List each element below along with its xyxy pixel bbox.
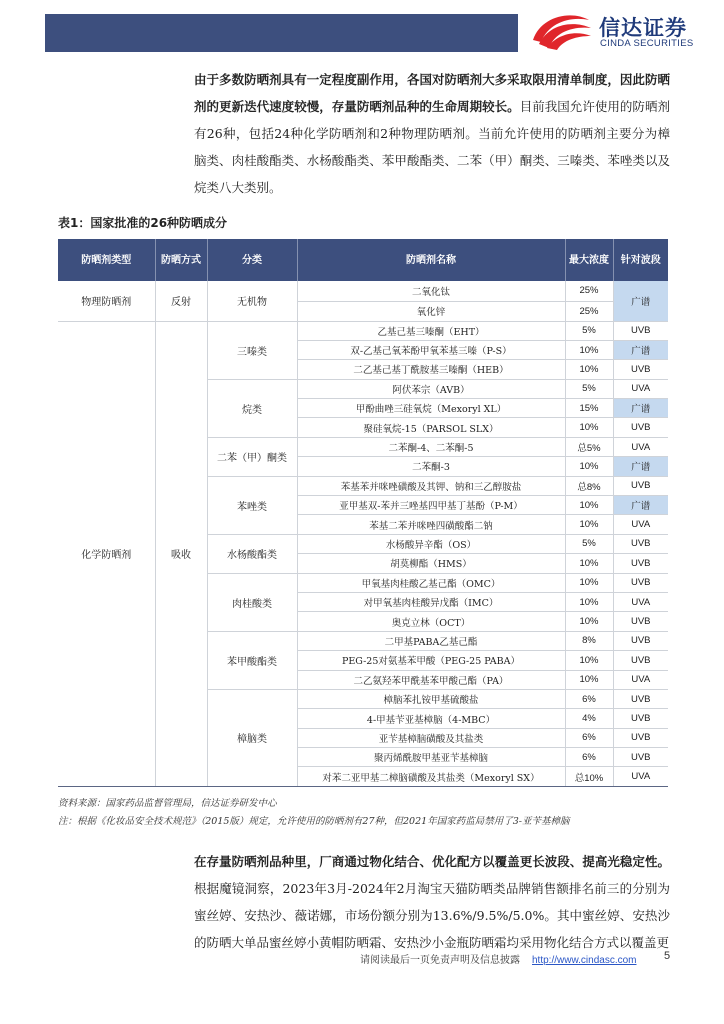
footer-disclaimer-text: 请阅读最后一页免责声明及信息披露 (360, 955, 520, 966)
band-cell: UVB (613, 360, 668, 379)
ingredient-name: 乙基己基三嗪酮（EHT） (297, 321, 565, 340)
max-concentration: 6% (565, 748, 613, 767)
max-concentration: 10% (565, 418, 613, 437)
ingredient-name: 奥克立林（OCT） (297, 612, 565, 631)
header-type: 防晒剂类型 (58, 239, 155, 281)
max-concentration: 5% (565, 379, 613, 398)
ingredient-name: 亚甲基双-苯并三唑基四甲基丁基酚（P-M） (297, 496, 565, 515)
market-paragraph (194, 848, 670, 956)
header-method: 防晒方式 (155, 239, 207, 281)
max-concentration: 10% (565, 515, 613, 534)
band-cell: UVB (613, 748, 668, 767)
ingredient-name: 聚丙烯酰胺甲基亚苄基樟脑 (297, 748, 565, 767)
footer-website-link[interactable]: http://www.cindasc.com (532, 955, 637, 966)
header-category: 分类 (207, 239, 297, 281)
category-cell: 苯甲酸酯类 (207, 631, 297, 689)
intro-text: 目前我国允许使用的防晒剂有26种，包括24种化学防晒剂和2种物理防晒剂。当前允许使用的防晒剂主要分为樟脑类、肉桂酸酯类、水杨酸酯类、苯甲酸酯类、二苯（甲）酮类、三嗪类、苯唑类以及烷类八大类别。 (194, 99, 670, 195)
ingredient-name: 双-乙基己氧苯酚甲氧苯基三嗪（P-S） (297, 340, 565, 359)
category-cell: 水杨酸酯类 (207, 534, 297, 573)
max-concentration: 15% (565, 399, 613, 418)
band-cell: UVB (613, 476, 668, 495)
category-cell: 无机物 (207, 281, 297, 321)
cinda-logo (527, 10, 712, 50)
market-text: 根据魔镜洞察，2023年3月-2024年2月淘宝天猫防晒类品牌销售额排名前三的分别为蜜丝婷、安热沙、薇诺娜，市场份额分别为13.6%/9.5%/5.0%。其中蜜丝婷、安热沙的防晒大单品蜜丝婷小黄帽防晒霜、安热沙小金瓶防晒霜均采用物化结合方式以覆盖更 (194, 881, 670, 950)
intro-paragraph (194, 66, 670, 201)
band-cell: UVB (613, 321, 668, 340)
band-cell: UVA (613, 379, 668, 398)
header-name: 防晒剂名称 (297, 239, 565, 281)
band-cell: UVA (613, 767, 668, 786)
max-concentration: 5% (565, 321, 613, 340)
max-concentration: 25% (565, 301, 613, 321)
ingredient-name: 二氧化钛 (297, 281, 565, 301)
source-note: 资料来源：国家药品监督管理局，信达证券研发中心 (58, 798, 277, 809)
band-cell: 广谱 (613, 281, 668, 321)
max-concentration: 8% (565, 631, 613, 650)
band-cell: UVB (613, 554, 668, 573)
category-cell: 肉桂酸类 (207, 573, 297, 631)
max-concentration: 10% (565, 651, 613, 670)
ingredient-name: 阿伏苯宗（AVB） (297, 379, 565, 398)
ingredient-name: 氧化锌 (297, 301, 565, 321)
type-cell: 化学防晒剂 (58, 321, 155, 786)
band-cell: UVA (613, 592, 668, 611)
ingredient-name: 苯基苯并咪唑磺酸及其钾、钠和三乙醇胺盐 (297, 476, 565, 495)
cinda-logo-mark-icon (527, 10, 593, 50)
table-caption: 表1：国家批准的26种防晒成分 (58, 216, 228, 230)
ingredient-name: 亚苄基樟脑磺酸及其盐类 (297, 728, 565, 747)
band-cell: 广谱 (613, 399, 668, 418)
band-cell: UVB (613, 534, 668, 553)
table-header-row (58, 239, 668, 281)
max-concentration: 总10% (565, 767, 613, 786)
table-row (58, 321, 668, 340)
max-concentration: 10% (565, 612, 613, 631)
category-cell: 苯唑类 (207, 476, 297, 534)
max-concentration: 6% (565, 689, 613, 708)
max-concentration: 10% (565, 340, 613, 359)
band-cell: UVB (613, 689, 668, 708)
max-concentration: 25% (565, 281, 613, 301)
band-cell: UVA (613, 670, 668, 689)
band-cell: UVB (613, 418, 668, 437)
category-cell: 烷类 (207, 379, 297, 437)
max-concentration: 10% (565, 360, 613, 379)
type-cell: 物理防晒剂 (58, 281, 155, 321)
band-cell: UVB (613, 709, 668, 728)
logo-name-en: CINDA SECURITIES (600, 38, 694, 49)
band-cell: UVB (613, 651, 668, 670)
ingredient-name: 胡莫柳酯（HMS） (297, 554, 565, 573)
logo-name-cn: 信达证券 (599, 16, 687, 40)
sunscreen-table (58, 239, 668, 787)
ingredient-name: 二乙基己基丁酰胺基三嗪酮（HEB） (297, 360, 565, 379)
ingredient-name: 二苯酮-3 (297, 457, 565, 476)
max-concentration: 10% (565, 554, 613, 573)
ingredient-name: 4-甲基苄亚基樟脑（4-MBC） (297, 709, 565, 728)
page-number: 5 (664, 950, 671, 962)
max-concentration: 10% (565, 573, 613, 592)
ingredient-name: 对苯二亚甲基二樟脑磺酸及其盐类（Mexoryl SX） (297, 767, 565, 786)
header-band: 针对波段 (613, 239, 668, 281)
ingredient-name: 甲酚曲唑三硅氧烷（Mexoryl XL） (297, 399, 565, 418)
band-cell: UVA (613, 515, 668, 534)
band-cell: 广谱 (613, 340, 668, 359)
intro-bold-text: 由于多数防晒剂具有一定程度副作用，各国对防晒剂大多采取限用清单制度，因此防晒剂的更新迭代速度较慢，存量防晒剂品种的生命周期较长。 (194, 72, 670, 114)
footer-disclaimer (360, 951, 636, 966)
ingredient-name: 二苯酮-4、二苯酮-5 (297, 437, 565, 456)
ingredient-name: 水杨酸异辛酯（OS） (297, 534, 565, 553)
band-cell: UVB (613, 728, 668, 747)
ingredient-name: 甲氧基肉桂酸乙基己酯（OMC） (297, 573, 565, 592)
category-cell: 三嗪类 (207, 321, 297, 379)
header-max-conc: 最大浓度 (565, 239, 613, 281)
band-cell: UVA (613, 437, 668, 456)
regulation-note: 注：根据《化妆品安全技术规范》（2015版）规定，允许使用的防晒剂有27种，但2021年国家药监局禁用了3-亚苄基樟脑 (58, 816, 570, 827)
category-cell: 樟脑类 (207, 689, 297, 786)
max-concentration: 5% (565, 534, 613, 553)
market-bold-text: 在存量防晒剂品种里，厂商通过物化结合、优化配方以覆盖更长波段、提高光稳定性。 (194, 854, 670, 869)
ingredient-name: 对甲氧基肉桂酸异戊酯（IMC） (297, 592, 565, 611)
ingredient-name: 二甲基PABA乙基己酯 (297, 631, 565, 650)
ingredient-name: 二乙氨羟苯甲酰基苯甲酸己酯（PA） (297, 670, 565, 689)
max-concentration: 10% (565, 592, 613, 611)
method-cell: 反射 (155, 281, 207, 321)
band-cell: UVB (613, 612, 668, 631)
method-cell: 吸收 (155, 321, 207, 786)
band-cell: 广谱 (613, 457, 668, 476)
band-cell: UVB (613, 631, 668, 650)
band-cell: UVB (613, 573, 668, 592)
ingredient-name: 樟脑苯扎铵甲基硫酸盐 (297, 689, 565, 708)
max-concentration: 10% (565, 670, 613, 689)
category-cell: 二苯（甲）酮类 (207, 437, 297, 476)
header-band (45, 14, 518, 52)
max-concentration: 总8% (565, 476, 613, 495)
max-concentration: 6% (565, 728, 613, 747)
max-concentration: 4% (565, 709, 613, 728)
max-concentration: 10% (565, 496, 613, 515)
band-cell: 广谱 (613, 496, 668, 515)
table-row (58, 281, 668, 301)
max-concentration: 10% (565, 457, 613, 476)
ingredient-name: PEG-25对氨基苯甲酸（PEG-25 PABA） (297, 651, 565, 670)
ingredient-name: 聚硅氧烷-15（PARSOL SLX） (297, 418, 565, 437)
max-concentration: 总5% (565, 437, 613, 456)
ingredient-name: 苯基二苯并咪唑四磺酸酯二钠 (297, 515, 565, 534)
